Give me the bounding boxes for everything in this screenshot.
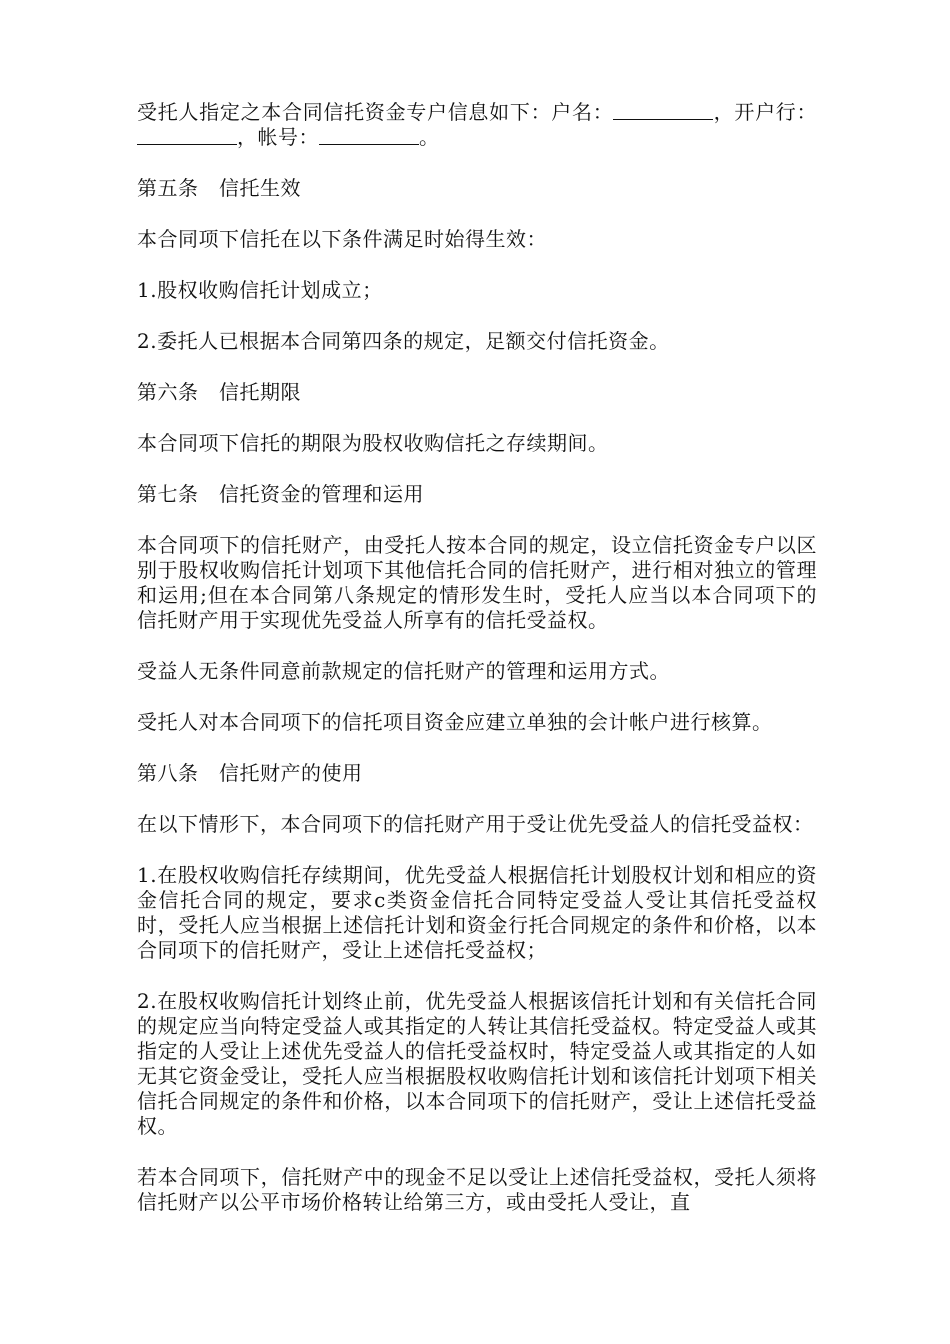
account-info-paragraph: [137, 100, 817, 150]
document-page: [137, 100, 817, 1241]
article-8-body-cont: 若本合同项下，信托财产中的现金不足以受让上述信托受益权，受托人须将信托财产以公平市场价格转让给第三方，或由受托人受让，直: [137, 1165, 817, 1214]
article-8-item-2: 2.在股权收购信托计划终止前，优先受益人根据该信托计划和有关信托合同的规定应当向特定受益人或其指定的人转让其信托受益权。特定受益人或其指定的人受让上述优先受益人的信托受益权时，特定受益人或其指定的人如无其它资金受让，受托人应当根据股权收购信托计划和该信托计划项下相关信托合同规定的条件和价格，以本合同项下的信托财产，受让上述信托受益权。: [137, 989, 817, 1138]
account-info-separator: ，开: [713, 100, 756, 124]
account-number-blank: [319, 126, 419, 145]
article-5-item-2: 2.委托人已根据本合同第四条的规定，足额交付信托资金。: [137, 329, 670, 353]
account-info-end: 。: [419, 125, 440, 149]
account-info-line1: 受托人指定之本合同信托资金专户信息如下：户名：: [137, 100, 614, 124]
article-8-heading: 第八条 信托财产的使用: [137, 761, 363, 785]
article-5-body: 本合同项下信托在以下条件满足时始得生效：: [137, 227, 547, 251]
article-7-body-2: 受益人无条件同意前款规定的信托财产的管理和运用方式。: [137, 659, 670, 683]
account-bank-label: 户行：: [755, 100, 818, 124]
article-8-item-1: 1.在股权收购信托存续期间，优先受益人根据信托计划股权计划和相应的资金信托合同的规定，要求c类资金信托合同特定受益人受让其信托受益权时，受托人应当根据上述信托计划和资金行托合同规定的条件和价格，以本合同项下的信托财产，受让上述信托受益权；: [137, 863, 817, 962]
article-5-item-1: 1.股权收购信托计划成立；: [137, 278, 383, 302]
article-8-body: 在以下情形下，本合同项下的信托财产用于受让优先受益人的信托受益权：: [137, 812, 814, 836]
article-6-body: 本合同项下信托的期限为股权收购信托之存续期间。: [137, 431, 609, 455]
article-7-body-3: 受托人对本合同项下的信托项目资金应建立单独的会计帐户进行核算。: [137, 710, 773, 734]
account-bank-blank: [137, 126, 237, 145]
account-name-blank: [613, 101, 713, 120]
article-7-body-1: 本合同项下的信托财产，由受托人按本合同的规定，设立信托资金专户以区别于股权收购信托计划项下其他信托合同的信托财产，进行相对独立的管理和运用;但在本合同第八条规定的情形发生时，受托人应当以本合同项下的信托财产用于实现优先受益人所享有的信托受益权。: [137, 533, 817, 632]
article-6-heading: 第六条 信托期限: [137, 380, 301, 404]
article-5-heading: 第五条 信托生效: [137, 176, 301, 200]
account-number-label: ，帐号：: [237, 125, 319, 149]
article-7-heading: 第七条 信托资金的管理和运用: [137, 482, 424, 506]
